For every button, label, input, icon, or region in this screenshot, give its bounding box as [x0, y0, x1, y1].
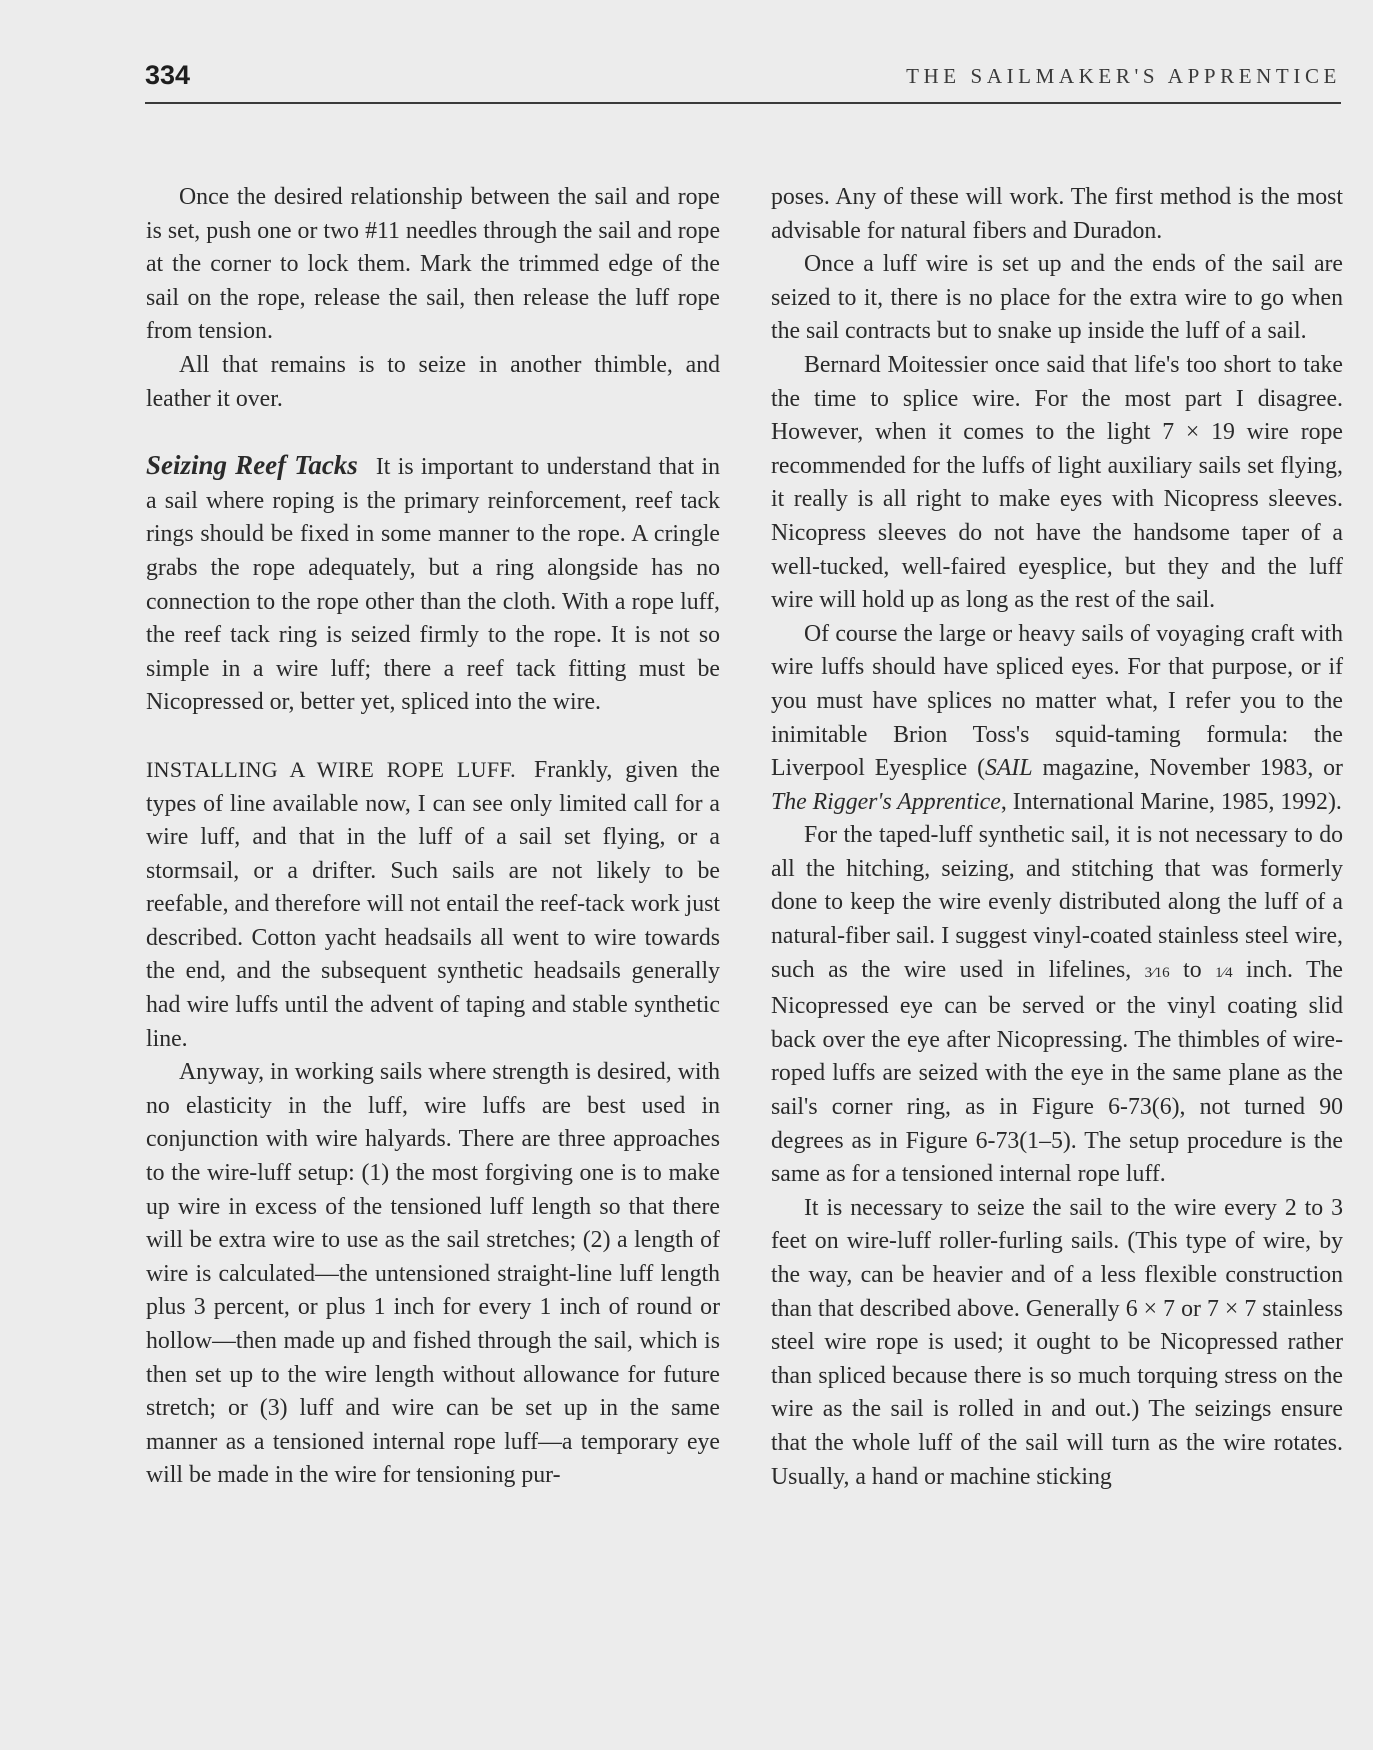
section-text: Frankly, given the types of line available now, I can see only limited call for a wire luff, and that in the luff of a sail set flying, or a stormsail, or a drifter. Such sails are not likely to be reefable, and therefore will not entail the reef-tack work just described. Cotton yacht headsails all went to wire towards the end, and the subsequent synthetic headsails generally had wire luffs until the advent of taping and stable synthetic line. [146, 756, 720, 1052]
page-number: 334 [145, 60, 191, 90]
book-title: The Rigger's Apprentice [771, 788, 1001, 815]
section-text: It is important to understand that in a sail where roping is the primary reinforcement, reef tack rings should be fixed in some manner to the rope. A cringle grabs the rope adequately, but a ring alongside has no connection to the rope other than the cloth. With a rope luff, the reef tack ring is seized firmly to the rope. It is not so simple in a wire luff; there a reef tack fitting must be Nicopressed or, better yet, spliced into the wire. [146, 454, 720, 716]
running-head: THE SAILMAKER'S APPRENTICE [906, 64, 1341, 88]
right-column [771, 181, 1343, 1494]
fraction: 1⁄4 [1215, 964, 1233, 981]
paragraph: For the taped-luff synthetic sail, it is not necessary to do all the hitching, seizing, and stitching that was formerly done to keep the wire evenly distributed along the luff of a natural-fiber sail. I suggest vinyl-coated stainless steel wire, such as the wire used in lifelines, 3⁄16 to 1⁄4 inch. The Nicopressed eye can be served or the vinyl coating slid back over the eye after Nicopressing. The thimbles of wire-roped luffs are seized with the eye in the same plane as the sail's corner ring, as in Figure 6-73(6), not turned 90 degrees as in Figure 6-73(1–5). The setup procedure is the same as for a tensioned internal rope luff. [771, 822, 1343, 1188]
paragraph: Anyway, in working sails where strength is desired, with no elasticity in the luff, wire luffs are best used in conjunction with wire halyards. There are three approaches to the wire-luff setup: (1) the most forgiving one is to make up wire in excess of the tensioned luff length so that there will be extra wire to use as the sail stretches; (2) a length of wire is calculated—the untensioned straight-line luff length plus 3 percent, or plus 1 inch for every 1 inch of round or hollow—then made up and fished through the sail, which is then set up to the wire length without allowance for future stretch; or (3) luff and wire can be set up in the same manner as a tensioned internal rope luff—a temporary eye will be made in the wire for tensioning pur- [146, 1059, 720, 1489]
section-installing-wire-rope-luff [146, 753, 720, 1056]
paragraph: Bernard Moitessier once said that life's too short to take the time to splice wire. For the most part I disagree. However, when it comes to the light 7 × 19 wire rope recommended for the luffs of light auxiliary sails set flying, it really is all right to make eyes with Nicopress sleeves. Nicopress sleeves do not have the handsome taper of a well-tucked, well-faired eyesplice, but they and the luff wire will hold up as long as the rest of the sail. [771, 351, 1343, 614]
section-heading: Seizing Reef Tacks [146, 450, 358, 481]
section-seizing-reef-tacks [146, 449, 720, 720]
paragraph: All that remains is to seize in another thimble, and leather it over. [146, 351, 720, 412]
paragraph: Once a luff wire is set up and the ends of the sail are seized to it, there is no place for the extra wire to go when the sail contracts but to snake up inside the luff of a sail. [771, 251, 1343, 345]
section-heading: INSTALLING A WIRE ROPE LUFF. [146, 756, 516, 782]
fraction: 3⁄16 [1144, 964, 1170, 981]
page-header [145, 58, 1341, 104]
paragraph: Once the desired relationship between the sail and rope is set, push one or two #11 needles through the sail and rope at the corner to lock them. Mark the trimmed edge of the sail on the rope, release the sail, then release the luff rope from tension. [146, 184, 720, 345]
paragraph: It is necessary to seize the sail to the wire every 2 to 3 feet on wire-luff roller-furling sails. (This type of wire, by the way, can be heavier and of a less flexible construction than that described above. Generally 6 × 7 or 7 × 7 stainless steel wire rope is used; it ought to be Nicopressed rather than spliced because there is so much torquing stress on the wire as the sail is rolled in and out.) The seizings ensure that the whole luff of the sail will turn as the wire rotates. Usually, a hand or machine sticking [771, 1194, 1343, 1490]
left-column [146, 181, 720, 1493]
magazine-title: SAIL [985, 755, 1033, 782]
paragraph: Of course the large or heavy sails of voyaging craft with wire luffs should have spliced eyes. For that purpose, or if you must have splices no matter what, I refer you to the inimitable Brion Toss's squid-taming formula: the Liverpool Eyesplice (SAIL magazine, November 1983, or The Rigger's Apprentice, International Marine, 1985, 1992). [771, 620, 1343, 815]
paragraph-continued: poses. Any of these will work. The first method is the most advisable for natural fibers and Duradon. [771, 184, 1343, 244]
